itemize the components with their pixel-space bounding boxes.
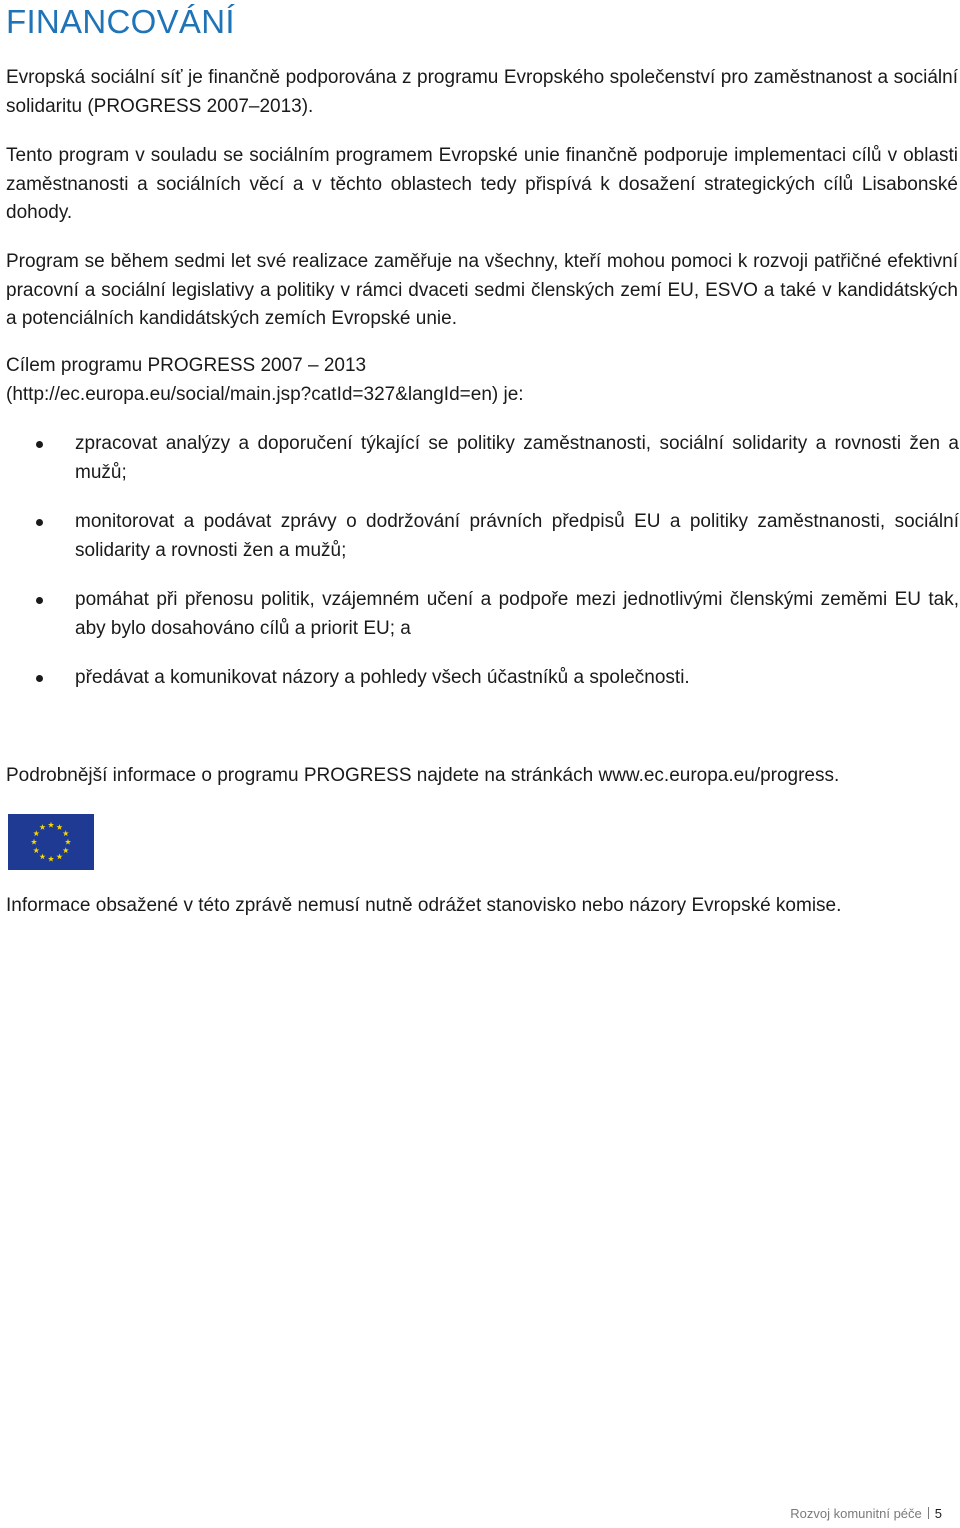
paragraph-program-aim — [6, 352, 958, 409]
paragraph-disclaimer: Informace obsažené v této zprávě nemusí nutně odrážet stanovisko nebo názory Evropské komise. — [6, 895, 842, 916]
paragraph-program-goals: Tento program v souladu se sociálním programem Evropské unie finančně podporuje implementaci cílů v oblasti zaměstnanosti a sociálních věcí a v těchto oblastech tedy přispívá k dosažení strategických cílů Lisabonské dohody. — [6, 145, 958, 223]
bullet-icon — [36, 675, 43, 682]
page-footer — [790, 1506, 942, 1522]
paragraph-funding-source: Evropská sociální síť je finančně podporována z programu Evropského společenství pro zaměstnanost a sociální solidaritu (PROGRESS 2007–2013). — [6, 67, 958, 117]
list-item-text: pomáhat při přenosu politik, vzájemném učení a podpoře mezi jednotlivými členskými zeměmi EU tak, aby bylo dosahováno cílů a priorit EU; a — [75, 589, 959, 639]
list-item-text: předávat a komunikovat názory a pohledy všech účastníků a společnosti. — [75, 667, 690, 688]
eu-flag-icon — [8, 814, 94, 870]
page-title: FINANCOVÁNÍ — [6, 3, 235, 40]
list-item — [0, 508, 959, 565]
paragraph-program-scope: Program se během sedmi let své realizace zaměřuje na všechny, kteří mohou pomoci k rozvoji patřičné efektivní pracovní a sociální legislativy a politiky v rámci dvaceti sedmi členských zemí EU, ESVO a také v kandidátských a potenciálních kandidátských zemích Evropské unie. — [6, 251, 958, 329]
aims-list — [0, 430, 960, 693]
bullet-icon — [36, 441, 43, 448]
program-aim-link[interactable]: (http://ec.europa.eu/social/main.jsp?catId=327&langId=en) je: — [6, 383, 524, 405]
program-aim-heading: Cílem programu PROGRESS 2007 – 2013 — [6, 355, 367, 376]
list-item — [0, 586, 959, 643]
list-item — [0, 664, 959, 693]
bullet-icon — [36, 519, 43, 526]
list-item — [0, 430, 959, 487]
bullet-icon — [36, 597, 43, 604]
page-number: 5 — [934, 1506, 942, 1521]
footer-separator — [928, 1507, 929, 1519]
paragraph-more-info: Podrobnější informace o programu PROGRESS najdete na stránkách www.ec.europa.eu/progress. — [6, 765, 840, 786]
list-item-text: monitorovat a podávat zprávy o dodržování právních předpisů EU a politiky zaměstnanosti, sociální solidarity a rovnosti žen a mužů; — [75, 511, 959, 561]
list-item-text: zpracovat analýzy a doporučení týkající se politiky zaměstnanosti, sociální solidarity a rovnosti žen a mužů; — [75, 433, 959, 483]
footer-publication: Rozvoj komunitní péče — [790, 1506, 922, 1521]
